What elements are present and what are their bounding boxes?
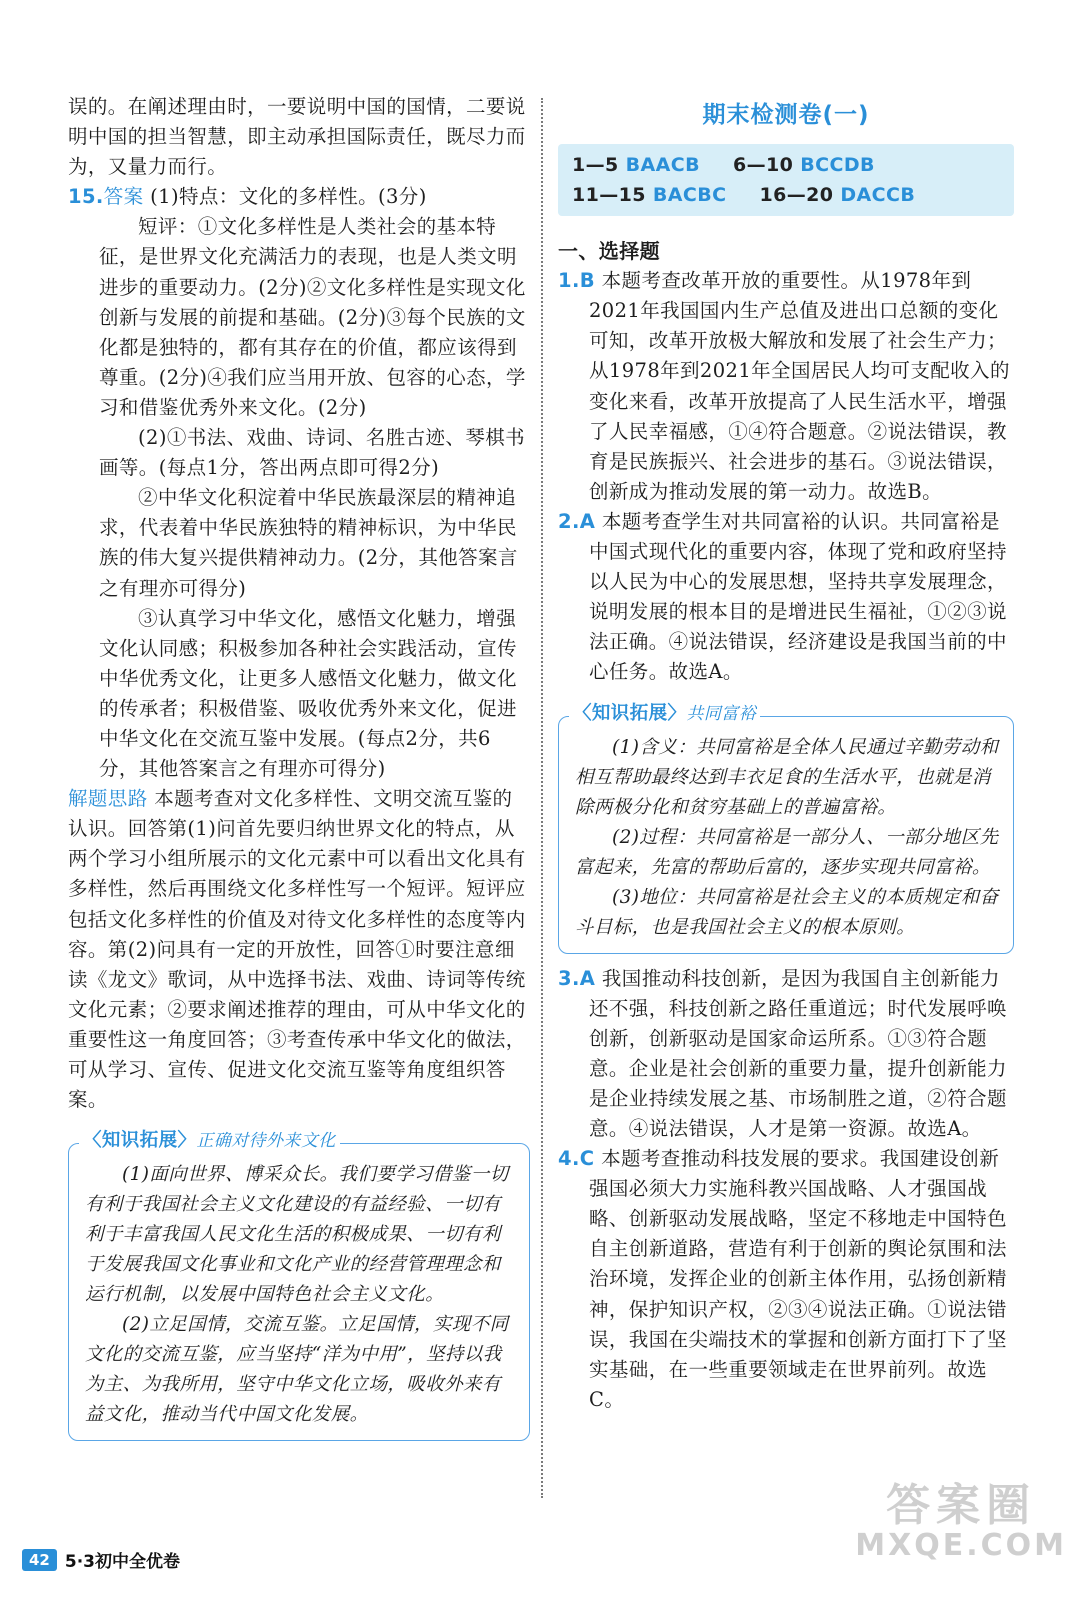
question-number: 15. — [68, 185, 104, 209]
q15-part2-2: ②中华文化积淀着中华民族最深层的精神追求，代表着中华民族独特的精神标识，为中华民族的伟大复兴提供精神动力。(2分，其他答案言之有理亦可得分) — [99, 486, 518, 600]
box-topic: 共同富裕 — [686, 703, 757, 724]
question-15 — [68, 182, 530, 212]
q15-commentary: 短评：①文化多样性是人类社会的基本特征，是世界文化充满活力的表现，也是人类文明进步的重要动力。(2分)②文化多样性是实现文化创新与发展的前提和基础。(2分)③每个民族的文化都是独特的，都有其存在的价值，都应该得到尊重。(2分)④我们应当用开放、包容的心态，学习和借鉴优秀外来文化。(2分) — [99, 215, 526, 419]
box-paragraph: (3)地位：共同富裕是社会主义的本质规定和奋斗目标，也是我国社会主义的根本原则。 — [575, 886, 999, 938]
exam-title: 期末检测卷(一) — [702, 102, 870, 128]
box-label: 〈知识拓展〉 — [83, 1130, 197, 1152]
q15-part1: (1)特点：文化的多样性。(3分) — [150, 185, 427, 209]
page-number: 42 — [22, 1549, 57, 1571]
question-3: 3.A 我国推动科技创新，是因为我国自主创新能力还不强，科技创新之路任重道远；时代发展呼唤创新，创新驱动是国家命运所系。①③符合题意。企业是社会创新的重要力量，提升创新能力是企业持续发展之基、市场制胜之道，②符合题意。④说法错误，人才是第一资源。故选A。 — [558, 966, 1007, 1140]
right-column — [558, 92, 1014, 1415]
q15-part2-3: ③认真学习中华文化，感悟文化魅力，增强文化认同感；积极参加各种社会实践活动，宣传中华优秀文化，让更多人感悟文化魅力，做文化的传承者；积极借鉴、吸收优秀外来文化，促进中华文化在交流互鉴中发展。(每点2分，共6分，其他答案言之有理亦可得分) — [99, 606, 517, 781]
watermark-logo: 答案圈 MXQE.COM — [855, 1480, 1067, 1563]
answer-key — [558, 144, 1014, 216]
knowledge-box-title — [79, 1128, 340, 1154]
knowledge-box-common-prosperity — [558, 702, 1014, 954]
question-1: 1.B 本题考查改革开放的重要性。从1978年到2021年我国国内生产总值及进出口总额的变化可知，改革开放极大解放和发展了社会生产力；从1978年到2021年全国居民人均可支配收入的变化来看，改革开放提高了人民生活水平，增强了人民幸福感，①④符合题意。②说法错误，教育是民族振兴、社会进步的基石。③说法错误，创新成为推动发展的第一动力。故选B。 — [558, 269, 1010, 503]
solution-text: 本题考查对文化多样性、文明交流互鉴的认识。回答第(1)问首先要归纳世界文化的特点，从两个学习小组所展示的文化元素中可以看出文化具有多样性，然后再围绕文化多样性写一个短评。短评应包括文化多样性的价值及对待文化多样性的态度等内容。第(2)问具有一定的开放性，回答①时要注意细读《龙文》歌词，从中选择书法、戏曲、诗词等传统文化元素；②要求阐述推荐的理由，可从中华文化的重要性这一角度回答；③考查传承中华文化的做法，可从学习、宣传、促进文化交流互鉴等角度组织答案。 — [68, 787, 526, 1112]
left-column — [68, 92, 530, 1451]
box-topic: 正确对待外来文化 — [196, 1131, 336, 1152]
column-divider — [541, 98, 543, 1498]
knowledge-box-foreign-culture — [68, 1130, 530, 1441]
box-paragraph: (2)立足国情，交流互鉴。立足国情，实现不同文化的交流互鉴，应当坚持“洋为中用”，坚持以我为主、为我所用，坚守中华文化立场，吸收外来有益文化，推动当代中国文化发展。 — [85, 1314, 509, 1426]
q15-part2-1: (2)①书法、戏曲、诗词、名胜古迹、琴棋书画等。(每点1分，答出两点即可得2分) — [99, 426, 526, 480]
box-paragraph: (1)面向世界、博采众长。我们要学习借鉴一切有利于我国社会主义文化建设的有益经验、一切有利于丰富我国人民文化生活的积极成果、一切有利于发展我国文化事业和文化产业的经营管理理念和运行机制，以发展中国特色社会主义文化。 — [85, 1164, 509, 1306]
section-heading: 一、选择题 — [558, 239, 660, 264]
question-2: 2.A 本题考查学生对共同富裕的认识。共同富裕是中国式现代化的重要内容，体现了党和政府坚持以人民为中心的发展思想，坚持共享发展理念，说明发展的根本目的是增进民生福祉，①②③说法正确。④说法错误，经济建设是我国当前的中心任务。故选A。 — [558, 509, 1007, 684]
box-paragraph: (2)过程：共同富裕是一部分人、一部分地区先富起来，先富的帮助后富的，逐步实现共同富裕。 — [575, 826, 999, 878]
answer-row: 1—5 BAACB 6—10 BCCDB — [572, 154, 875, 177]
question-4: 4.C 本题考查推动科技发展的要求。我国建设创新强国必须大力实施科教兴国战略、人才强国战略、创新驱动发展战略，坚定不移地走中国特色自主创新道路，营造有利于创新的舆论氛围和法治环境，发挥企业的创新主体作用，弘扬创新精神，保护知识产权，②③④说法正确。①说法错误，我国在尖端技术的掌握和创新方面打下了坚实基础，在一些重要领域走在世界前列。故选C。 — [558, 1147, 1007, 1411]
answer-row: 11—15 BACBC 16—20 DACCB — [572, 184, 916, 207]
box-paragraph: (1)含义：共同富裕是全体人民通过辛勤劳动和相互帮助最终达到丰衣足食的生活水平，也就是消除两极分化和贫穷基础上的普遍富裕。 — [575, 736, 999, 818]
knowledge-box-title — [569, 701, 760, 727]
solution-approach — [68, 784, 530, 1115]
box-label: 〈知识拓展〉 — [573, 702, 687, 724]
continued-text: 误的。在阐述理由时，一要说明中国的国情，二要说明中国的担当智慧，即主动承担国际责任，既尽力而为，又量力而行。 — [68, 95, 526, 179]
solution-tag: 解题思路 — [68, 787, 148, 811]
answer-tag: 答案 — [103, 185, 144, 209]
series-name: 5·3初中全优卷 — [64, 1552, 180, 1572]
page-footer — [22, 1547, 180, 1572]
